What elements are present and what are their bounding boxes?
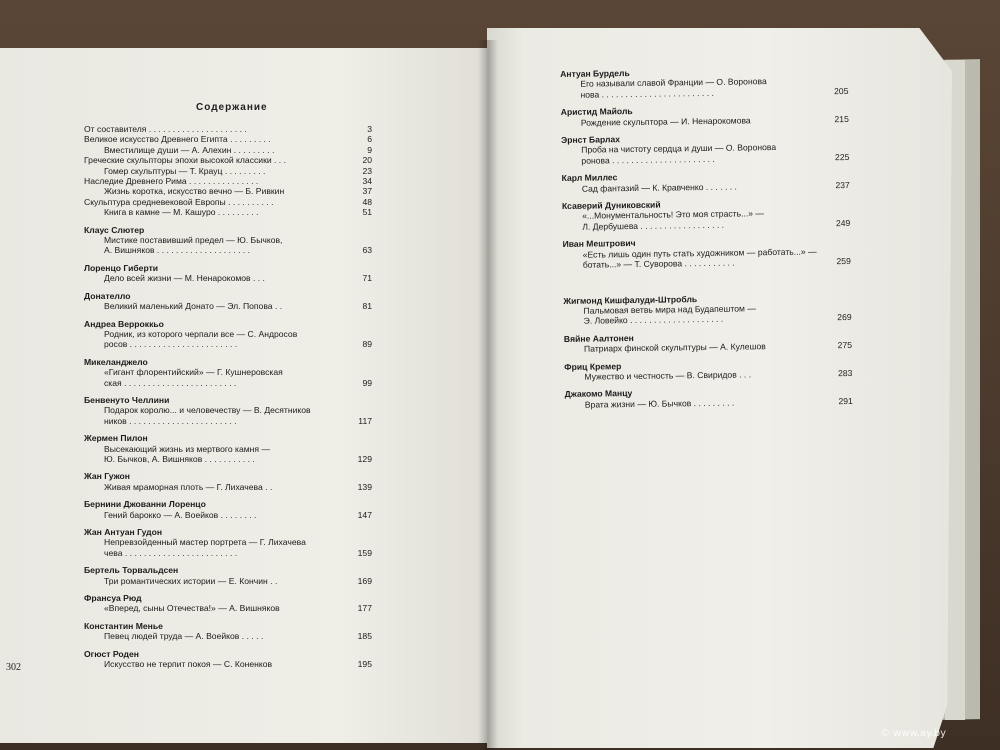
page-number: 302 — [6, 662, 21, 673]
toc-entry — [84, 416, 372, 426]
toc-author-heading — [84, 225, 372, 235]
toc-page-number: 51 — [362, 207, 372, 218]
toc-author-heading — [84, 527, 372, 537]
toc-entry-text: Высекающий жизнь из мертвого камня — — [104, 443, 271, 454]
toc-entry-text: «...Монументальность! Это моя страсть...» — — [582, 208, 765, 222]
toc-entry — [84, 166, 372, 176]
toc-entry-text: Дело всей жизни — М. Ненарокомов . . . — [104, 273, 265, 284]
toc-author-heading — [84, 319, 372, 329]
toc-author-heading — [84, 649, 372, 659]
toc-entry — [84, 576, 372, 586]
toc-page-number: 249 — [835, 217, 851, 229]
toc-title: Содержание — [196, 102, 268, 113]
toc-entry — [84, 197, 372, 207]
toc-entry-text: Греческие скульпторы эпохи высокой классики . . . — [84, 155, 286, 166]
toc-author-heading — [84, 593, 372, 603]
toc-entry-text: Искусство не терпит покоя — С. Коненков — [104, 659, 273, 670]
toc-page-number: 9 — [367, 144, 372, 155]
toc-entry-text: Донателло — [84, 290, 131, 301]
toc-entry-text: Живая мраморная плоть — Г. Лихачева . . — [104, 481, 273, 492]
book-gutter — [478, 40, 498, 750]
toc-entry — [84, 207, 372, 217]
toc-entry-text: Жигмонд Кишфалуди-Штробль — [563, 293, 698, 306]
toc-entry-text: Проба на чистоту сердца и души — О. Воронова — [581, 142, 777, 156]
toc-entry-text: Андреа Верроккьо — [84, 318, 164, 329]
toc-page-number: 89 — [362, 339, 372, 350]
toc-entry-text: Эрнст Барлах — [561, 134, 621, 146]
toc-entry — [84, 176, 372, 186]
toc-page-number: 291 — [838, 395, 853, 406]
toc-right-column — [560, 58, 853, 410]
toc-entry — [84, 659, 372, 669]
toc-page-number: 169 — [357, 575, 372, 586]
toc-entry-text: Наследие Древнего Рима . . . . . . . . . . . . . . . — [84, 176, 259, 187]
toc-author-heading — [84, 471, 372, 481]
toc-entry — [84, 329, 372, 339]
toc-entry-text: Огюст Роден — [84, 648, 139, 659]
toc-entry — [84, 405, 372, 415]
toc-page-number: 71 — [362, 273, 372, 284]
toc-entry-text: ронова . . . . . . . . . . . . . . . . . . . . . . — [581, 153, 715, 166]
toc-page-number: 147 — [357, 509, 372, 520]
toc-entry-text: Ксаверий Дуниковский — [561, 199, 661, 212]
toc-page-number: 139 — [357, 481, 372, 492]
toc-page-number: 81 — [362, 301, 372, 312]
toc-entry-text: Л. Дербушева . . . . . . . . . . . . . . . . . . — [582, 219, 725, 232]
toc-entry-text: От составителя . . . . . . . . . . . . . . . . . . . . . — [84, 124, 247, 134]
toc-entry-text: Его называли славой Франции — О. Воронова — [580, 76, 767, 90]
toc-entry-text: Иван Мештрович — [562, 238, 636, 250]
toc-page-number: 37 — [362, 186, 372, 197]
toc-entry-text: нова . . . . . . . . . . . . . . . . . . . . . . . . — [580, 87, 714, 100]
toc-entry-text: Родник, из которого черпали все — С. Андросов — [104, 328, 298, 339]
toc-author-heading — [84, 291, 372, 301]
toc-entry-text: Великий маленький Донато — Эл. Попова . . — [104, 301, 283, 312]
toc-author-heading — [84, 565, 372, 575]
toc-entry — [84, 186, 372, 196]
watermark: © www.ay.by — [880, 728, 947, 739]
toc-entry-text: Книга в камне — М. Кашуро . . . . . . . . . — [104, 207, 259, 218]
toc-entry-text: Ю. Бычков, А. Вишняков . . . . . . . . . . . — [104, 453, 255, 464]
toc-entry-text: Джакомо Манцу — [564, 388, 633, 400]
toc-entry-text: Жан Гужон — [84, 471, 130, 482]
toc-entry-text: Бенвенуто Челлини — [84, 394, 170, 405]
toc-page-number: 129 — [357, 453, 372, 464]
toc-entry-text: Великое искусство Древнего Египта . . . . . . . . . — [84, 134, 271, 145]
toc-entry-text: Жизнь коротка, искусство вечно — Б. Ривкин — [104, 186, 285, 197]
toc-entry-text: Патриарх финской скульптуры — А. Кулешов — [583, 341, 766, 354]
toc-entry-text: Э. Ловейко . . . . . . . . . . . . . . . . . . . . — [583, 314, 724, 327]
toc-entry — [84, 235, 372, 245]
toc-page-number: 117 — [358, 415, 372, 426]
toc-author-heading — [84, 433, 372, 443]
toc-entry-text: Подарок королю... и человечеству — В. Десятников — [104, 405, 311, 416]
toc-page-number: 205 — [834, 85, 849, 96]
toc-entry-text: Мужество и честность — В. Свиридов . . . — [584, 369, 752, 382]
toc-entry-text: Карл Миллес — [561, 172, 618, 184]
toc-entry-text: ская . . . . . . . . . . . . . . . . . . . . . . . . — [104, 377, 237, 388]
toc-entry-text: ников . . . . . . . . . . . . . . . . . . . . . . . — [104, 415, 237, 426]
toc-entry-text: Певец людей труда — А. Воейков . . . . . — [104, 631, 264, 642]
toc-entry — [84, 155, 372, 165]
toc-page-number: 99 — [362, 377, 372, 388]
toc-entry-text: Клаус Слютер — [84, 224, 145, 235]
toc-entry-text: Микеланджело — [84, 356, 148, 367]
toc-left-column — [84, 124, 372, 669]
toc-entry — [84, 124, 372, 134]
toc-entry-text: Лоренцо Гиберти — [84, 262, 159, 273]
toc-entry — [84, 273, 372, 283]
toc-entry — [84, 603, 372, 613]
toc-entry-text: чева . . . . . . . . . . . . . . . . . . . . . . . . — [104, 547, 238, 558]
toc-entry-text: Фриц Кремер — [564, 360, 622, 372]
toc-entry — [84, 339, 372, 349]
toc-page-number: 259 — [836, 256, 851, 267]
toc-page-number: 275 — [837, 340, 853, 351]
toc-entry-text: «Есть лишь один путь стать художником — работать...» — — [582, 246, 817, 260]
toc-entry — [84, 444, 372, 454]
toc-entry-text: А. Вишняков . . . . . . . . . . . . . . . . . . . . — [104, 245, 251, 256]
toc-entry-text: Бернини Джованни Лоренцо — [84, 499, 206, 510]
toc-entry-text: Антуан Бурдель — [560, 68, 630, 79]
toc-entry-text: Непревзойденный мастер портрета — Г. Лихачева — [104, 537, 306, 548]
toc-entry-text: Жермен Пилон — [84, 433, 148, 444]
toc-entry-text: Бертель Торвальдсен — [84, 565, 179, 576]
toc-page-number: 34 — [362, 176, 372, 187]
toc-entry — [84, 482, 372, 492]
toc-page-number: 185 — [357, 631, 372, 642]
toc-entry — [84, 145, 372, 155]
toc-entry — [84, 510, 372, 520]
toc-page-number: 269 — [837, 312, 852, 323]
toc-entry-text: Жан Антуан Гудон — [84, 527, 163, 537]
toc-page-number: 20 — [362, 155, 372, 166]
toc-page-number: 177 — [357, 603, 372, 614]
toc-page-number: 283 — [837, 367, 853, 379]
toc-entry-text: Три романтических истории — Е. Кончин . . — [104, 575, 278, 586]
toc-entry — [84, 537, 372, 547]
toc-entry-text: Франсуа Рюд — [84, 593, 142, 604]
toc-entry-text: Вяйне Аалтонен — [563, 332, 634, 344]
toc-entry-text: Гений барокко — А. Воейков . . . . . . . . — [104, 509, 257, 520]
toc-entry-text: Гомер скульптуры — Т. Крауц . . . . . . . . . — [104, 165, 266, 176]
toc-page-number: 159 — [357, 547, 372, 558]
toc-entry-text: Сад фантазий — К. Кравченко . . . . . . . — [581, 181, 737, 194]
toc-author-heading — [84, 621, 372, 631]
toc-author-heading — [84, 357, 372, 367]
toc-entry-text: Врата жизни — Ю. Бычков . . . . . . . . . — [584, 397, 735, 410]
toc-page-number: 237 — [835, 179, 850, 190]
toc-entry — [84, 454, 372, 464]
toc-entry-text: Пальмовая ветвь мира над Будапештом — — [583, 303, 756, 316]
toc-entry-text: «Гигант флорентийский» — Г. Кушнеровская — [104, 367, 283, 378]
toc-entry-text: Мистике поставивший предел — Ю. Бычков, — [104, 235, 283, 246]
toc-author-heading — [84, 263, 372, 273]
toc-page-number: 215 — [834, 113, 849, 124]
toc-entry — [84, 548, 372, 558]
toc-entry-text: Рождение скульптора — И. Ненарокомова — [580, 114, 751, 128]
toc-author-heading — [84, 499, 372, 509]
toc-entry-text: ботать...» — Т. Суворова . . . . . . . . . . . — [582, 257, 735, 270]
toc-page-number: 23 — [362, 165, 372, 176]
toc-entry-text: росов . . . . . . . . . . . . . . . . . . . . . . . — [104, 339, 238, 350]
toc-entry-text: Аристид Майоль — [560, 106, 633, 118]
toc-page-number: 195 — [357, 659, 372, 670]
toc-entry — [84, 245, 372, 255]
toc-entry — [84, 378, 372, 388]
toc-author-heading — [84, 395, 372, 405]
toc-entry — [84, 631, 372, 641]
toc-page-number: 48 — [362, 196, 372, 207]
toc-page-number: 225 — [834, 151, 850, 163]
toc-entry-text: «Вперед, сыны Отечества!» — А. Вишняков — [104, 603, 280, 614]
toc-entry — [84, 134, 372, 144]
toc-entry — [84, 367, 372, 377]
toc-entry-text: Константин Менье — [84, 620, 163, 631]
toc-entry-text: Вместилище души — А. Алехин . . . . . . . . . — [104, 144, 275, 155]
toc-page-number: 63 — [362, 245, 372, 256]
toc-page-number: 3 — [367, 124, 372, 134]
toc-entry — [84, 301, 372, 311]
toc-page-number: 6 — [367, 134, 372, 145]
toc-entry-text: Скульптура средневековой Европы . . . . . . . . . . — [84, 196, 274, 207]
